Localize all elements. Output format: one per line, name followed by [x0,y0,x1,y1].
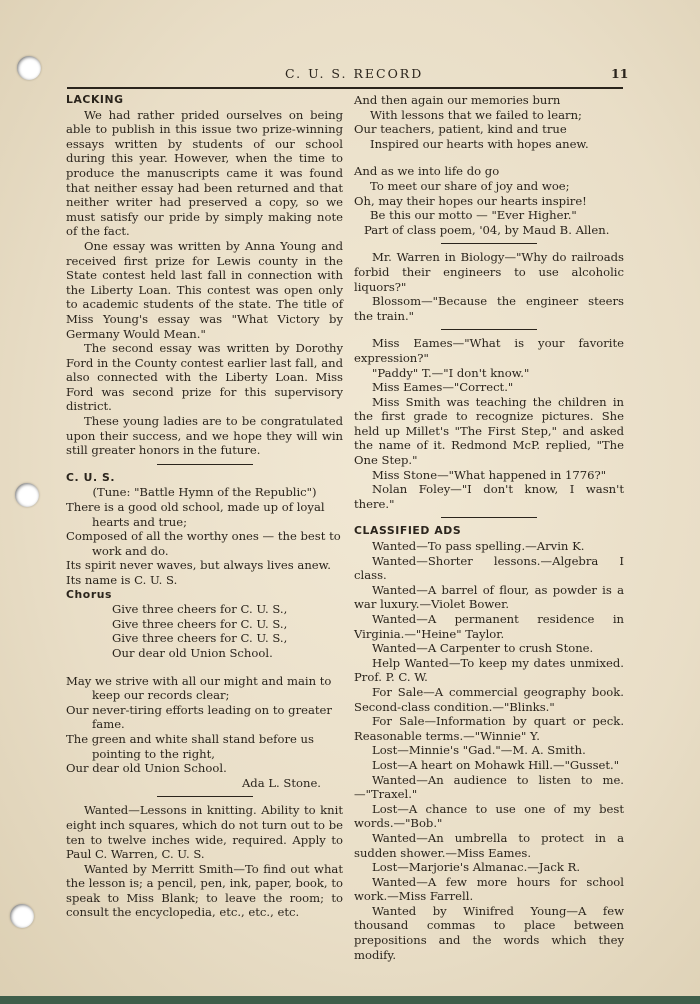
poem-line: And as we into life do go [354,164,500,179]
classified-ad: Help Wanted—To keep my dates unmixed. Prof. P. C. W. [354,655,624,685]
song-tune: (Tune: "Battle Hymn of the Republic") [92,485,317,500]
verse-line: There is a good old school, made up of loyal hearts and true; [66,500,325,529]
song-author: Ada L. Stone. [241,775,321,790]
verse-line: Composed of all the worthy ones — the best to work and do. [66,529,341,558]
verse-line: May we strive with all our might and main to keep our records clear; [66,673,332,703]
lacking-paragraph: One essay was written by Anna Young and received first prize for Lewis county in the State contest held last fall in connection with the Liberty Loan. This contest was open only to academic students of the state. The title of Miss Young's essay was "What Victory by Germany Would Mean." [66,238,343,341]
classified-ad: Wanted—Shorter lessons.—Algebra I class. [354,553,624,583]
joke-line: Blossom—"Because the engineer steers the train." [354,294,624,323]
section-rule [441,243,537,244]
classified-ad: Wanted—A permanent residence in Virginia.—"Heine" Taylor. [354,612,624,641]
joke-line: "Paddy" T.—"I don't know." [372,365,530,380]
chorus-line: Give three cheers for C. U. S., [112,631,288,646]
classified-ad: For Sale—A commercial geography book. Second-class condition.—"Blinks." [354,684,624,714]
chorus-line: Give three cheers for C. U. S., [112,602,288,617]
lacking-paragraph: These young ladies are to be congratulated upon their success, and we hope they will win still greater honors in the future. [66,414,343,458]
wanted-item: Wanted by Merritt Smith—To find out what the lesson is; a pencil, pen, ink, paper, book, to speak to Miss Blank; to leave the room; to consult the encyclopedia, etc., etc., etc. [66,861,343,920]
classified-ad: Lost—A heart on Mohawk Hill.—"Gusset." [372,757,620,772]
poem-line: Our teachers, patient, kind and true [354,122,567,137]
poem-line: To meet our share of joy and woe; [370,178,570,193]
verse-line: Its name is C. U. S. [66,573,178,587]
poem-line: Inspired our hearts with hopes anew. [370,136,589,151]
page-number: 11 [611,66,629,81]
section-rule [441,517,537,518]
section-rule [441,329,537,330]
header-rule [67,87,623,89]
lacking-paragraph: The second essay was written by Dorothy Ford in the County contest earlier last fall, and also connected with the Liberty Loan. Miss Ford was second prize for this supervisory district. [66,341,343,414]
classified-ad: For Sale—Information by quart or peck. Reasonable terms.—"Winnie" Y. [354,714,624,743]
right-column [354,93,624,962]
classified-ad: Lost—Minnie's "Gad."—M. A. Smith. [372,743,586,758]
poem-line: Be this our motto — "Ever Higher." [370,208,577,223]
section-rule [157,796,253,797]
poem-line: Oh, may their hopes our hearts inspire! [354,193,587,208]
song-heading: C. U. S. [66,470,116,484]
verse-line: Our dear old Union School. [66,761,227,776]
chorus-line: Our dear old Union School. [112,645,273,660]
section-rule [157,464,253,465]
classified-ad: Lost—A chance to use one of my best words.—"Bob." [354,801,624,831]
classified-ad: Wanted—A barrel of flour, as powder is a war luxury.—Violet Bower. [354,582,624,612]
bottom-edge [0,996,700,1004]
joke-line: Miss Smith was teaching the children in the first grade to recognize pictures. She held up Millet's "The First Step," and asked the name of it. Redmond McP. replied, "The One Step." [354,394,624,468]
wanted-item: Wanted—Lessons in knitting. Ability to knit eight inch squares, which do not turn out to be ten to twelve inches wide, required. Apply to Paul C. Warren, C. U. S. [66,803,343,862]
classified-ad: Wanted by Winifred Young—A few thousand commas to place between prepositions and the words which they modify. [354,903,624,962]
poem-line: With lessons that we failed to learn; [370,107,582,122]
classified-ad: Wanted—To pass spelling.—Arvin K. [372,539,585,554]
verse-line: Its spirit never waves, but always lives anew. [66,558,331,573]
classified-ad: Lost—Marjorie's Almanac.—Jack R. [372,860,581,875]
poem-credit: Part of class poem, '04, by Maud B. Allen. [364,222,610,237]
classified-ad: Wanted—A few more hours for school work.—Miss Farrell. [354,874,624,904]
joke-line: Miss Eames—"Correct." [372,380,514,395]
classified-ad: Wanted—An umbrella to protect in a sudden shower.—Miss Eames. [354,830,624,860]
chorus-heading: Chorus [66,587,113,601]
classified-heading: CLASSIFIED ADS [354,524,462,538]
classified-ad: Wanted—A Carpenter to crush Stone. [372,641,594,656]
left-column [66,93,343,920]
binder-hole [17,56,41,80]
joke-line: Miss Eames—"What is your favorite expression?" [354,336,624,365]
lacking-heading: LACKING [66,93,124,106]
joke-line: Miss Stone—"What happened in 1776?" [372,467,607,482]
poem-line: And then again our memories burn [354,93,561,107]
binder-hole [15,483,39,507]
verse-line: Our never-tiring efforts leading on to greater fame. [66,702,332,732]
lacking-paragraph: We had rather prided ourselves on being able to publish in this issue two prize-winning essays written by students of our school during this year. However, when the time to produce the manuscripts came it was found that neither essay had been returned and that neither writer had preserved a copy, so we must satisfy our pride by simply making note of the fact. [66,107,343,239]
chorus-line: Give three cheers for C. U. S., [112,616,288,631]
classified-ad: Wanted—An audience to listen to me.—"Traxel." [354,772,624,802]
joke-line: Nolan Foley—"I don't know, I wasn't there." [354,482,624,511]
joke-line: Mr. Warren in Biology—"Why do railroads forbid their engineers to use alcoholic liquors?" [354,250,624,294]
running-title: C. U. S. RECORD [285,66,424,81]
verse-line: The green and white shall stand before us pointing to the right, [66,731,314,761]
binder-hole [10,904,34,928]
